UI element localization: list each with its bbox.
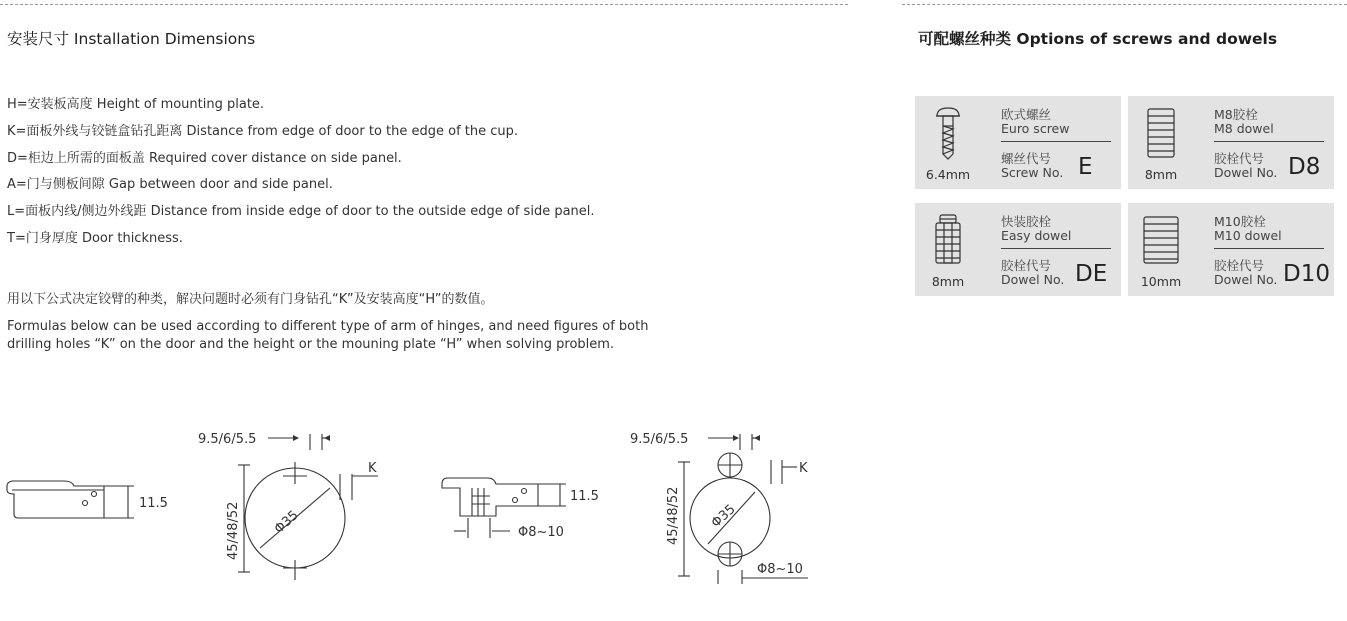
easy-dowel-icon (921, 211, 975, 269)
card-name (1214, 215, 1282, 243)
card-code: E (1078, 154, 1093, 180)
formula-note-chinese: 用以下公式决定铰臂的种类，解决问题时必须有门身钻孔“K”及安装高度“H”的数值。 (7, 292, 494, 307)
d2-top-offset-label: 9.5/6/5.5 (198, 432, 257, 447)
card-size: 10mm (1140, 274, 1182, 289)
card-euro-screw (915, 96, 1121, 189)
card-code-cn: 胶栓代号 (1001, 258, 1052, 273)
definitions-list (7, 92, 595, 253)
d2-side-label: 45/48/52 (226, 501, 241, 560)
card-divider (1001, 248, 1111, 249)
card-code-en: Dowel No. (1001, 272, 1065, 287)
d2-cup-diameter-label: Φ35 (271, 507, 302, 537)
d3-height-label: 11.5 (570, 489, 599, 504)
euro-screw-icon (921, 104, 975, 162)
installation-dimensions-title: 安装尺寸 Installation Dimensions (7, 30, 256, 48)
card-name (1001, 215, 1071, 243)
d3-dowel-label: Φ8~10 (518, 525, 564, 540)
card-name-en: Euro screw (1001, 121, 1070, 136)
card-size: 6.4mm (925, 167, 971, 182)
screw-options-heading (918, 27, 1277, 49)
card-code-en: Dowel No. (1214, 272, 1278, 287)
card-name (1001, 108, 1069, 136)
card-divider (1214, 141, 1324, 142)
definition-l: L=面板内线/侧边外线距 Distance from inside edge of door to the outside edge of side panel. (7, 204, 595, 220)
definition-a: A=门与侧板间隙 Gap between door and side panel. (7, 177, 333, 193)
card-code-en: Dowel No. (1214, 165, 1278, 180)
m10-dowel-icon (1134, 211, 1188, 269)
definition-d: D=柜边上所需的面板盖 Required cover distance on side panel. (7, 150, 402, 166)
card-easy-dowel (915, 203, 1121, 296)
formula-note-line-1: Formulas below can be used according to different type of arm of hinges, and need figures of both (7, 319, 649, 334)
card-code: DE (1075, 261, 1108, 287)
definition-k: K=面板外线与铰链盒钻孔距离 Distance from edge of door to the edge of the cup. (7, 123, 519, 139)
card-divider (1214, 248, 1324, 249)
screw-options-title: 可配螺丝种类 Options of screws and dowels (918, 30, 1278, 48)
card-size: 8mm (1144, 167, 1178, 182)
card-m8-dowel (1128, 96, 1334, 189)
card-name-cn: M8胶栓 (1214, 107, 1258, 122)
card-name-cn: 快装胶栓 (1001, 214, 1052, 229)
card-size: 8mm (931, 274, 965, 289)
card-name (1214, 108, 1274, 136)
card-code: D10 (1283, 261, 1330, 287)
card-divider (1001, 141, 1111, 142)
card-code-label (1001, 152, 1063, 180)
left-section-divider (0, 4, 848, 5)
d4-dowel-label: Φ8~10 (757, 562, 803, 577)
card-code-label (1001, 259, 1064, 287)
d4-cup-diameter-label: Φ35 (708, 501, 739, 531)
hinge-dimension-diagrams (0, 420, 860, 610)
card-code-en: Screw No. (1001, 165, 1064, 180)
card-code-cn: 胶栓代号 (1214, 258, 1265, 273)
card-name-en: Easy dowel (1001, 228, 1072, 243)
card-code-label (1214, 259, 1277, 287)
cup-side-view-drawing (7, 481, 134, 518)
d4-side-label: 45/48/52 (666, 486, 681, 545)
card-name-cn: M10胶栓 (1214, 214, 1266, 229)
card-code: D8 (1288, 154, 1321, 180)
d4-top-offset-label: 9.5/6/5.5 (630, 432, 689, 447)
definition-h: H=安装板高度 Height of mounting plate. (7, 97, 265, 112)
right-section-divider (902, 4, 1347, 5)
m8-dowel-icon (1134, 104, 1188, 162)
d2-k-label: K (368, 461, 377, 476)
card-code-cn: 胶栓代号 (1214, 151, 1265, 166)
installation-dimensions-heading (7, 27, 255, 49)
d1-height-label: 11.5 (139, 496, 168, 511)
formula-note-english (7, 318, 767, 354)
cup-drilling-front-view (238, 434, 378, 580)
d4-k-label: K (799, 461, 808, 476)
formula-note-line-2: drilling holes “K” on the door and the height or the mouning plate “H” when solving problem. (7, 337, 615, 352)
card-code-label (1214, 152, 1277, 180)
card-name-en: M8 dowel (1214, 121, 1274, 136)
card-m10-dowel (1128, 203, 1334, 296)
card-code-cn: 螺丝代号 (1001, 151, 1052, 166)
definition-t: T=门身厚度 Door thickness. (7, 230, 183, 246)
card-name-en: M10 dowel (1214, 228, 1282, 243)
card-name-cn: 欧式螺丝 (1001, 107, 1052, 122)
